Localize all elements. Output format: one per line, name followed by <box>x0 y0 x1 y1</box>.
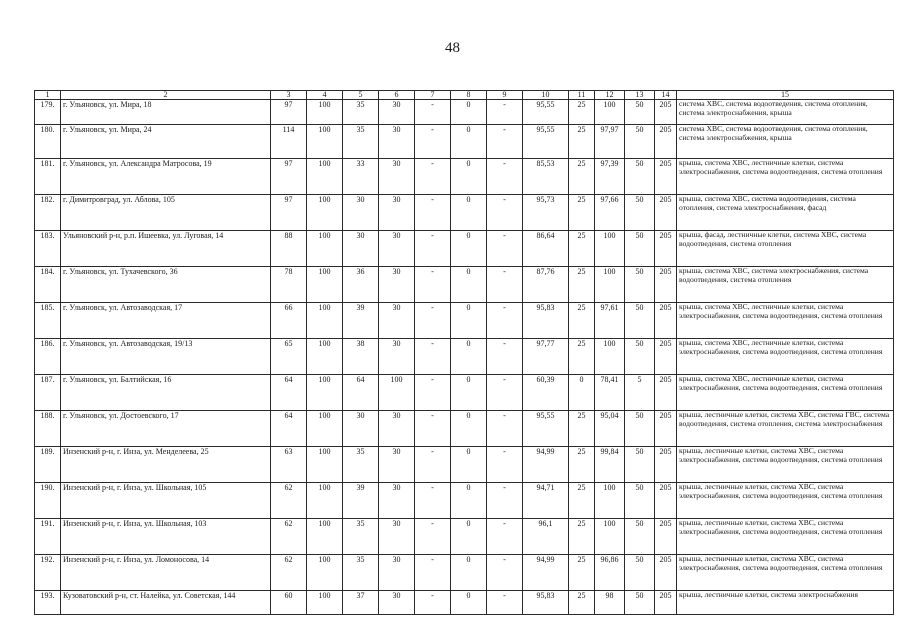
value-cell-c11: 25 <box>569 483 595 519</box>
address-cell: г. Ульяновск, ул. Балтийская, 16 <box>61 375 271 411</box>
value-cell-c8: 0 <box>451 375 487 411</box>
value-cell-c9: - <box>487 159 523 195</box>
value-cell-c3: 66 <box>271 303 307 339</box>
value-cell-c8: 0 <box>451 591 487 615</box>
value-cell-c6: 30 <box>379 411 415 447</box>
value-cell-c9: - <box>487 267 523 303</box>
address-cell: г. Ульяновск, ул. Александра Матросова, 19 <box>61 159 271 195</box>
value-cell-c9: - <box>487 303 523 339</box>
value-cell-c9: - <box>487 483 523 519</box>
value-cell-c14: 205 <box>655 195 677 231</box>
value-cell-c12: 97,97 <box>595 125 625 159</box>
value-cell-c7: - <box>415 195 451 231</box>
works-list-cell: крыша, система ХВС, лестничные клетки, система электроснабжения, система водоотведения, система отопления <box>677 303 894 339</box>
value-cell-c9: - <box>487 591 523 615</box>
row-number-cell: 179. <box>35 100 61 125</box>
table-row <box>35 159 894 195</box>
value-cell-c8: 0 <box>451 519 487 555</box>
table-row <box>35 447 894 483</box>
value-cell-c5: 33 <box>343 159 379 195</box>
value-cell-c3: 78 <box>271 267 307 303</box>
value-cell-c14: 205 <box>655 339 677 375</box>
table-row <box>35 555 894 591</box>
works-list-cell: крыша, фасад, лестничные клетки, система ХВС, система водоотведения, система отопления <box>677 231 894 267</box>
value-cell-c3: 63 <box>271 447 307 483</box>
table-row <box>35 125 894 159</box>
value-cell-c7: - <box>415 303 451 339</box>
value-cell-c3: 62 <box>271 519 307 555</box>
value-cell-c12: 78,41 <box>595 375 625 411</box>
value-cell-c12: 100 <box>595 231 625 267</box>
value-cell-c8: 0 <box>451 447 487 483</box>
row-number-cell: 193. <box>35 591 61 615</box>
value-cell-c7: - <box>415 100 451 125</box>
table-row <box>35 100 894 125</box>
value-cell-c11: 25 <box>569 231 595 267</box>
value-cell-c6: 30 <box>379 483 415 519</box>
value-cell-c5: 37 <box>343 591 379 615</box>
page-number: 48 <box>445 40 460 56</box>
value-cell-c13: 50 <box>625 125 655 159</box>
value-cell-c4: 100 <box>307 591 343 615</box>
value-cell-c8: 0 <box>451 411 487 447</box>
value-cell-c4: 100 <box>307 339 343 375</box>
value-cell-c11: 25 <box>569 303 595 339</box>
value-cell-c10: 87,76 <box>523 267 569 303</box>
value-cell-c3: 65 <box>271 339 307 375</box>
value-cell-c6: 30 <box>379 519 415 555</box>
value-cell-c9: - <box>487 339 523 375</box>
value-cell-c14: 205 <box>655 231 677 267</box>
value-cell-c9: - <box>487 411 523 447</box>
value-cell-c14: 205 <box>655 555 677 591</box>
col-header: 13 <box>625 91 655 100</box>
value-cell-c6: 30 <box>379 303 415 339</box>
works-list-cell: крыша, лестничные клетки, система ХВС, система электроснабжения, система водоотведения, система отопления <box>677 555 894 591</box>
value-cell-c6: 30 <box>379 447 415 483</box>
value-cell-c5: 35 <box>343 100 379 125</box>
value-cell-c11: 0 <box>569 375 595 411</box>
address-cell: Инзенский р-н, г. Инза, ул. Менделеева, 25 <box>61 447 271 483</box>
value-cell-c5: 39 <box>343 483 379 519</box>
value-cell-c8: 0 <box>451 483 487 519</box>
works-list-cell: крыша, система ХВС, лестничные клетки, система электроснабжения, система водоотведения, система отопления <box>677 159 894 195</box>
value-cell-c13: 50 <box>625 411 655 447</box>
value-cell-c4: 100 <box>307 483 343 519</box>
row-number-cell: 182. <box>35 195 61 231</box>
value-cell-c7: - <box>415 555 451 591</box>
value-cell-c3: 64 <box>271 375 307 411</box>
value-cell-c12: 95,04 <box>595 411 625 447</box>
value-cell-c10: 95,55 <box>523 125 569 159</box>
value-cell-c13: 5 <box>625 375 655 411</box>
address-cell: г. Димитровград, ул. Аблова, 105 <box>61 195 271 231</box>
value-cell-c13: 50 <box>625 483 655 519</box>
value-cell-c4: 100 <box>307 411 343 447</box>
value-cell-c13: 50 <box>625 195 655 231</box>
works-list-cell: крыша, лестничные клетки, система ХВС, система электроснабжения, система водоотведения, система отопления <box>677 483 894 519</box>
value-cell-c6: 30 <box>379 100 415 125</box>
works-list-cell: система ХВС, система водоотведения, система отопления, система электроснабжения, крыша <box>677 100 894 125</box>
value-cell-c12: 97,61 <box>595 303 625 339</box>
value-cell-c10: 94,99 <box>523 447 569 483</box>
col-header: 11 <box>569 91 595 100</box>
value-cell-c14: 205 <box>655 303 677 339</box>
value-cell-c8: 0 <box>451 267 487 303</box>
value-cell-c3: 114 <box>271 125 307 159</box>
address-cell: г. Ульяновск, ул. Автозаводская, 17 <box>61 303 271 339</box>
row-number-cell: 188. <box>35 411 61 447</box>
value-cell-c7: - <box>415 339 451 375</box>
value-cell-c8: 0 <box>451 339 487 375</box>
value-cell-c10: 96,1 <box>523 519 569 555</box>
row-number-cell: 185. <box>35 303 61 339</box>
value-cell-c9: - <box>487 447 523 483</box>
value-cell-c5: 39 <box>343 303 379 339</box>
value-cell-c8: 0 <box>451 303 487 339</box>
value-cell-c9: - <box>487 231 523 267</box>
col-header: 15 <box>677 91 894 100</box>
value-cell-c10: 95,83 <box>523 303 569 339</box>
table-row <box>35 375 894 411</box>
value-cell-c6: 30 <box>379 195 415 231</box>
value-cell-c11: 25 <box>569 125 595 159</box>
value-cell-c13: 50 <box>625 555 655 591</box>
value-cell-c10: 85,53 <box>523 159 569 195</box>
value-cell-c7: - <box>415 519 451 555</box>
address-cell: Инзенский р-н, г. Инза, ул. Школьная, 103 <box>61 519 271 555</box>
value-cell-c7: - <box>415 125 451 159</box>
value-cell-c5: 35 <box>343 555 379 591</box>
works-list-cell: крыша, лестничные клетки, система электроснабжения <box>677 591 894 615</box>
value-cell-c8: 0 <box>451 125 487 159</box>
register-table <box>34 90 894 615</box>
works-list-cell: крыша, система ХВС, система электроснабжения, система водоотведения, система отопления <box>677 267 894 303</box>
value-cell-c11: 25 <box>569 339 595 375</box>
value-cell-c4: 100 <box>307 303 343 339</box>
value-cell-c5: 35 <box>343 125 379 159</box>
address-cell: Кузоватовский р-н, ст. Налейка, ул. Советская, 144 <box>61 591 271 615</box>
value-cell-c11: 25 <box>569 159 595 195</box>
value-cell-c3: 64 <box>271 411 307 447</box>
row-number-cell: 190. <box>35 483 61 519</box>
value-cell-c13: 50 <box>625 303 655 339</box>
value-cell-c8: 0 <box>451 159 487 195</box>
value-cell-c4: 100 <box>307 195 343 231</box>
value-cell-c7: - <box>415 411 451 447</box>
value-cell-c11: 25 <box>569 411 595 447</box>
works-list-cell: крыша, лестничные клетки, система ХВС, система ГВС, система водоотведения, система отопления, система электроснабжения <box>677 411 894 447</box>
value-cell-c7: - <box>415 447 451 483</box>
value-cell-c12: 97,39 <box>595 159 625 195</box>
row-number-cell: 184. <box>35 267 61 303</box>
table-row <box>35 303 894 339</box>
value-cell-c4: 100 <box>307 125 343 159</box>
value-cell-c4: 100 <box>307 267 343 303</box>
table-row <box>35 231 894 267</box>
value-cell-c8: 0 <box>451 555 487 591</box>
col-header: 6 <box>379 91 415 100</box>
value-cell-c5: 30 <box>343 411 379 447</box>
value-cell-c7: - <box>415 159 451 195</box>
value-cell-c4: 100 <box>307 159 343 195</box>
value-cell-c10: 94,99 <box>523 555 569 591</box>
works-list-cell: крыша, лестничные клетки, система ХВС, система электроснабжения, система водоотведения, система отопления <box>677 519 894 555</box>
value-cell-c4: 100 <box>307 231 343 267</box>
value-cell-c9: - <box>487 519 523 555</box>
value-cell-c8: 0 <box>451 231 487 267</box>
value-cell-c3: 62 <box>271 555 307 591</box>
value-cell-c13: 50 <box>625 591 655 615</box>
address-cell: г. Ульяновск, ул. Автозаводская, 19/13 <box>61 339 271 375</box>
value-cell-c11: 25 <box>569 591 595 615</box>
address-cell: Ульяновский р-н, р.п. Ишеевка, ул. Луговая, 14 <box>61 231 271 267</box>
value-cell-c10: 94,71 <box>523 483 569 519</box>
value-cell-c11: 25 <box>569 100 595 125</box>
value-cell-c8: 0 <box>451 100 487 125</box>
table-row <box>35 411 894 447</box>
value-cell-c9: - <box>487 195 523 231</box>
value-cell-c11: 25 <box>569 195 595 231</box>
value-cell-c6: 30 <box>379 591 415 615</box>
value-cell-c3: 62 <box>271 483 307 519</box>
value-cell-c13: 50 <box>625 447 655 483</box>
value-cell-c7: - <box>415 375 451 411</box>
column-number-row <box>35 91 894 100</box>
col-header: 5 <box>343 91 379 100</box>
table-row <box>35 483 894 519</box>
value-cell-c12: 100 <box>595 267 625 303</box>
value-cell-c11: 25 <box>569 447 595 483</box>
row-number-cell: 180. <box>35 125 61 159</box>
value-cell-c12: 96,86 <box>595 555 625 591</box>
value-cell-c10: 95,83 <box>523 591 569 615</box>
row-number-cell: 183. <box>35 231 61 267</box>
col-header: 2 <box>61 91 271 100</box>
value-cell-c7: - <box>415 483 451 519</box>
col-header: 7 <box>415 91 451 100</box>
value-cell-c3: 97 <box>271 100 307 125</box>
address-cell: Инзенский р-н, г. Инза, ул. Школьная, 105 <box>61 483 271 519</box>
works-list-cell: крыша, лестничные клетки, система ХВС, система электроснабжения, система водоотведения, система отопления <box>677 447 894 483</box>
value-cell-c6: 30 <box>379 125 415 159</box>
value-cell-c5: 36 <box>343 267 379 303</box>
value-cell-c4: 100 <box>307 447 343 483</box>
table-row <box>35 267 894 303</box>
value-cell-c9: - <box>487 555 523 591</box>
value-cell-c10: 95,55 <box>523 100 569 125</box>
table-body <box>35 100 894 615</box>
value-cell-c12: 98 <box>595 591 625 615</box>
value-cell-c14: 205 <box>655 411 677 447</box>
value-cell-c3: 88 <box>271 231 307 267</box>
value-cell-c11: 25 <box>569 519 595 555</box>
row-number-cell: 186. <box>35 339 61 375</box>
table-row <box>35 195 894 231</box>
value-cell-c14: 205 <box>655 267 677 303</box>
value-cell-c5: 38 <box>343 339 379 375</box>
value-cell-c14: 205 <box>655 591 677 615</box>
value-cell-c14: 205 <box>655 159 677 195</box>
row-number-cell: 192. <box>35 555 61 591</box>
value-cell-c13: 50 <box>625 231 655 267</box>
value-cell-c12: 100 <box>595 100 625 125</box>
col-header: 1 <box>35 91 61 100</box>
value-cell-c13: 50 <box>625 159 655 195</box>
works-list-cell: крыша, система ХВС, лестничные клетки, система электроснабжения, система водоотведения, система отопления <box>677 375 894 411</box>
value-cell-c6: 30 <box>379 159 415 195</box>
row-number-cell: 191. <box>35 519 61 555</box>
value-cell-c7: - <box>415 231 451 267</box>
value-cell-c14: 205 <box>655 125 677 159</box>
table-row <box>35 591 894 615</box>
works-list-cell: система ХВС, система водоотведения, система отопления, система электроснабжения, крыша <box>677 125 894 159</box>
value-cell-c11: 25 <box>569 267 595 303</box>
value-cell-c10: 97,77 <box>523 339 569 375</box>
row-number-cell: 187. <box>35 375 61 411</box>
value-cell-c6: 30 <box>379 339 415 375</box>
value-cell-c12: 100 <box>595 339 625 375</box>
value-cell-c12: 100 <box>595 483 625 519</box>
address-cell: г. Ульяновск, ул. Тухачевского, 36 <box>61 267 271 303</box>
value-cell-c5: 30 <box>343 195 379 231</box>
col-header: 10 <box>523 91 569 100</box>
value-cell-c9: - <box>487 125 523 159</box>
col-header: 8 <box>451 91 487 100</box>
address-cell: г. Ульяновск, ул. Мира, 24 <box>61 125 271 159</box>
value-cell-c3: 97 <box>271 195 307 231</box>
col-header: 4 <box>307 91 343 100</box>
value-cell-c6: 30 <box>379 267 415 303</box>
value-cell-c9: - <box>487 100 523 125</box>
value-cell-c13: 50 <box>625 100 655 125</box>
works-list-cell: крыша, система ХВС, система водоотведения, система отопления, система электроснабжения, фасад <box>677 195 894 231</box>
value-cell-c10: 95,73 <box>523 195 569 231</box>
col-header: 3 <box>271 91 307 100</box>
col-header: 12 <box>595 91 625 100</box>
value-cell-c4: 100 <box>307 519 343 555</box>
value-cell-c4: 100 <box>307 100 343 125</box>
address-cell: Инзенский р-н, г. Инза, ул. Ломоносова, 14 <box>61 555 271 591</box>
col-header: 14 <box>655 91 677 100</box>
value-cell-c6: 100 <box>379 375 415 411</box>
value-cell-c13: 50 <box>625 339 655 375</box>
table-row <box>35 339 894 375</box>
value-cell-c7: - <box>415 267 451 303</box>
value-cell-c5: 64 <box>343 375 379 411</box>
value-cell-c4: 100 <box>307 555 343 591</box>
value-cell-c14: 205 <box>655 375 677 411</box>
value-cell-c5: 30 <box>343 231 379 267</box>
row-number-cell: 189. <box>35 447 61 483</box>
value-cell-c10: 95,55 <box>523 411 569 447</box>
row-number-cell: 181. <box>35 159 61 195</box>
value-cell-c7: - <box>415 591 451 615</box>
col-header: 9 <box>487 91 523 100</box>
value-cell-c12: 99,84 <box>595 447 625 483</box>
value-cell-c9: - <box>487 375 523 411</box>
value-cell-c10: 86,64 <box>523 231 569 267</box>
table-row <box>35 519 894 555</box>
value-cell-c3: 60 <box>271 591 307 615</box>
value-cell-c5: 35 <box>343 447 379 483</box>
value-cell-c14: 205 <box>655 447 677 483</box>
value-cell-c14: 205 <box>655 100 677 125</box>
address-cell: г. Ульяновск, ул. Достоевского, 17 <box>61 411 271 447</box>
value-cell-c12: 100 <box>595 519 625 555</box>
address-cell: г. Ульяновск, ул. Мира, 18 <box>61 100 271 125</box>
value-cell-c5: 35 <box>343 519 379 555</box>
value-cell-c14: 205 <box>655 519 677 555</box>
value-cell-c13: 50 <box>625 519 655 555</box>
value-cell-c8: 0 <box>451 195 487 231</box>
value-cell-c13: 50 <box>625 267 655 303</box>
value-cell-c14: 205 <box>655 483 677 519</box>
value-cell-c6: 30 <box>379 231 415 267</box>
works-list-cell: крыша, система ХВС, лестничные клетки, система электроснабжения, система водоотведения, система отопления <box>677 339 894 375</box>
value-cell-c12: 97,66 <box>595 195 625 231</box>
value-cell-c6: 30 <box>379 555 415 591</box>
value-cell-c10: 60,39 <box>523 375 569 411</box>
value-cell-c3: 97 <box>271 159 307 195</box>
value-cell-c4: 100 <box>307 375 343 411</box>
value-cell-c11: 25 <box>569 555 595 591</box>
